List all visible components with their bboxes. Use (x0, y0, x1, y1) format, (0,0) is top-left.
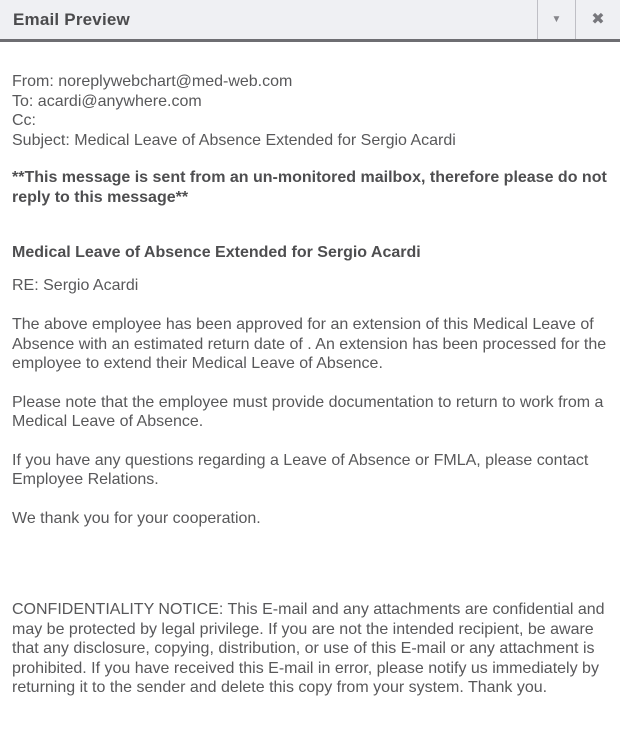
dialog-titlebar[interactable] (0, 0, 620, 42)
header-subject-value: Medical Leave of Absence Extended for Sergio Acardi (74, 131, 456, 149)
header-to (12, 92, 608, 112)
header-subject (12, 131, 608, 151)
chevron-down-icon: ▼ (551, 13, 562, 25)
email-body-pane (0, 42, 620, 698)
header-from (12, 72, 608, 92)
confidentiality-notice: CONFIDENTIALITY NOTICE: This E-mail and any attachments are confidential and may be protected by legal privilege. If you are not the intended recipient, be aware that any disclosure, copying, distribution, or use of this E-mail or any attachment is prohibited. If you have received this E-mail in error, please notify us immediately by returning it to the sender and delete this copy from your system. Thank you. (12, 601, 605, 696)
body-paragraph-3: If you have any questions regarding a Leave of Absence or FMLA, please contact Employee Relations. (12, 451, 589, 488)
body-paragraph-1: The above employee has been approved for an extension of this Medical Leave of Absence with an estimated return date of . An extension has been processed for the employee to extend their Medical Leave of Absence. (12, 316, 607, 372)
header-from-value: noreplywebchart@med-web.com (58, 73, 293, 90)
email-subject-heading: Medical Leave of Absence Extended for Sergio Acardi (12, 244, 421, 261)
header-to-value: acardi@anywhere.com (37, 92, 202, 110)
close-icon: ✖ (591, 10, 605, 28)
collapse-button[interactable] (537, 0, 575, 39)
email-headers (12, 72, 608, 150)
header-cc-label: Cc: (12, 112, 36, 129)
header-to-label: To: (12, 92, 34, 110)
close-button[interactable] (575, 0, 620, 39)
unmonitored-mailbox-warning: **This message is sent from an un-monitored mailbox, therefore please do not reply to this message** (12, 169, 607, 206)
header-from-label: From: (12, 73, 54, 90)
header-cc (12, 111, 608, 131)
re-line: RE: Sergio Acardi (12, 276, 139, 294)
dialog-title: Email Preview (13, 9, 130, 29)
closing-line: We thank you for your cooperation. (12, 509, 261, 527)
header-subject-label: Subject: (12, 131, 70, 149)
body-paragraph-2: Please note that the employee must provide documentation to return to work from a Medical Leave of Absence. (12, 393, 604, 430)
